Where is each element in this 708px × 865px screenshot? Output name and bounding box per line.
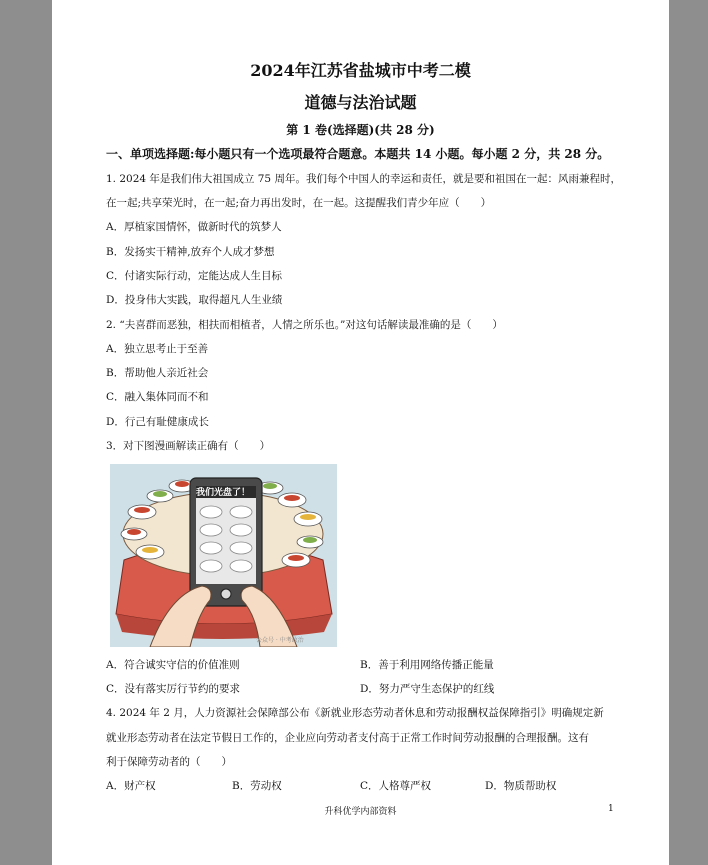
- q1-option-d: D．投身伟大实践，取得超凡人生业绩: [106, 294, 283, 306]
- q3-option-b: B．善于利用网络传播正能量: [360, 659, 494, 671]
- subject-title: 道德与法治试题: [304, 93, 417, 112]
- q4-stem-line2: 就业形态劳动者在法定节假日工作的，企业应向劳动者支付高于正常工作时间劳动报酬的合理报酬。这有: [106, 732, 589, 744]
- q4-option-a: A．财产权: [106, 780, 156, 792]
- q3-stem: 3．对下图漫画解读正确有（ ）: [106, 440, 271, 452]
- q2-option-b: B．帮助他人亲近社会: [106, 367, 209, 379]
- footer-text: 升科优学内部资料: [324, 807, 397, 817]
- q3-option-a: A．符合诚实守信的价值准则: [106, 659, 240, 671]
- page-number: 1: [608, 804, 614, 814]
- q4-option-b: B．劳动权: [232, 780, 282, 792]
- q2-option-c: C．融入集体同而不和: [106, 391, 209, 403]
- q3-option-d: D．努力严守生态保护的红线: [360, 683, 495, 695]
- q2-stem: 2. “夫喜群而恶独，相扶而相植者，人情之所乐也。”对这句话解读最准确的是（ ）: [106, 319, 503, 331]
- phone-caption: 我们光盘了！: [196, 488, 251, 498]
- q1-stem-line1: 1. 2024 年是我们伟大祖国成立 75 周年。我们每个中国人的幸运和责任，就是要和祖国在一起：风雨兼程时，: [106, 173, 621, 185]
- q3-option-c: C．没有落实厉行节约的要求: [106, 683, 241, 695]
- q1-stem-line2: 在一起;共享荣光时，在一起;奋力再出发时，在一起。这提醒我们青少年应（ ）: [106, 197, 492, 209]
- q1-option-b: B．发扬实干精神,放弃个人成才梦想: [106, 246, 275, 258]
- q4-option-c: C．人格尊严权: [360, 780, 432, 792]
- q2-option-d: D．行己有耻健康成长: [106, 416, 209, 428]
- q4-stem-line1: 4. 2024 年 2 月，人力资源社会保障部公布《新就业形态劳动者休息和劳动报酬权益保障指引》明确规定新: [106, 707, 604, 719]
- q4-option-d: D．物质帮助权: [485, 780, 557, 792]
- comic-illustration: [110, 464, 337, 647]
- q1-option-a: A．厚植家国情怀，做新时代的筑梦人: [106, 221, 282, 233]
- volume-heading: 第 1 卷(选择题)(共 28 分): [286, 123, 435, 137]
- document-title: 2024年江苏省盐城市中考二模: [250, 61, 471, 80]
- document-page: [52, 0, 669, 865]
- q1-option-c: C．付诸实际行动，定能达成人生目标: [106, 270, 283, 282]
- q4-stem-line3: 利于保障劳动者的（ ）: [106, 756, 232, 768]
- comic-watermark: 公众号 · 中考政治: [256, 637, 304, 644]
- section-heading: 一、单项选择题:每小题只有一个选项最符合题意。本题共 14 小题。每小题 2 分，共 28 分。: [106, 147, 610, 161]
- q2-option-a: A．独立思考止于至善: [106, 343, 209, 355]
